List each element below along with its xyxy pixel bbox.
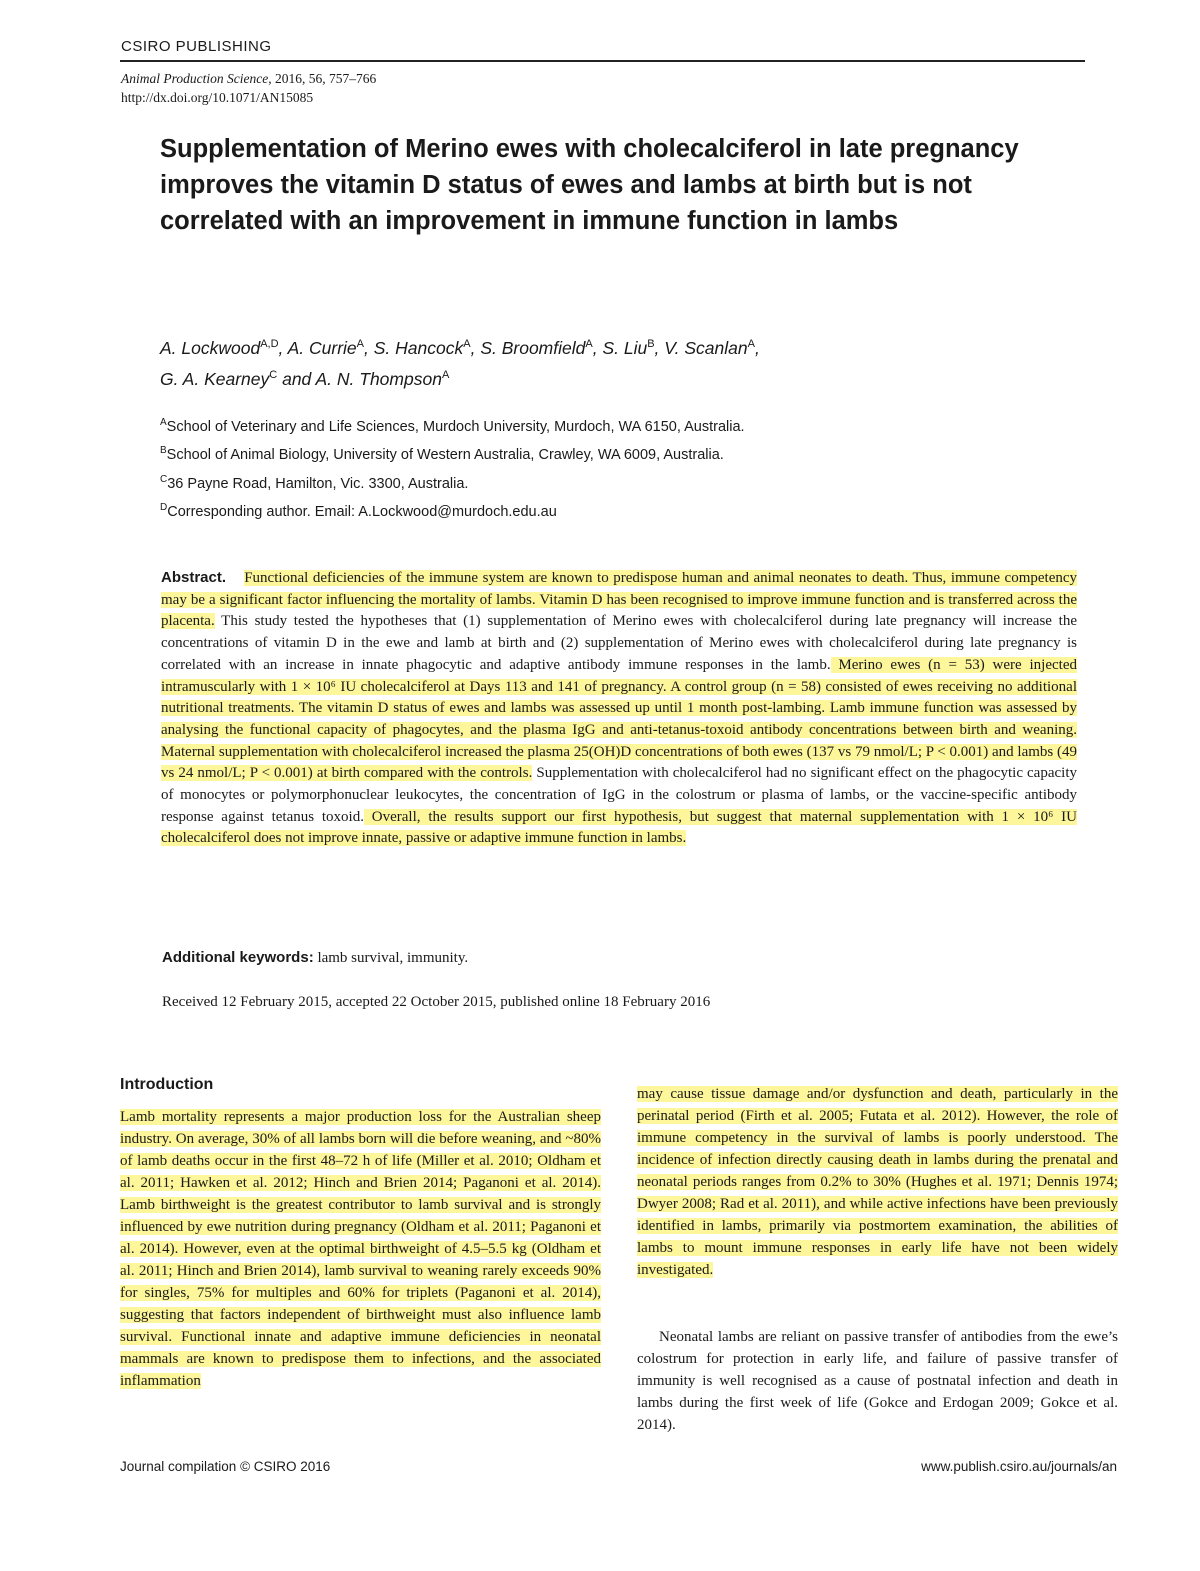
footer-copyright: Journal compilation © CSIRO 2016 <box>120 1459 331 1474</box>
author: S. Broomfield$^A$, <box>480 337 603 358</box>
abstract-text: Supplementation with cholecalciferol had no significant effect on the phagocytic capacity of monocytes or polymorphonuclear leukocytes, the concentration of IgG in the colostrum or plasma of lambs, or the vaccine-specific antibody response against tetanus toxoid. <box>161 765 1077 825</box>
body-column-left <box>120 1106 601 1392</box>
paper-title: Supplementation of Merino ewes with cholecalciferol in late pregnancy improves the vitamin D status of ewes and lambs at birth but is not correlated with an improvement in immune function in lambs <box>160 135 1019 235</box>
highlighted-text: may cause tissue damage and/or dysfunction and death, particularly in the perinatal period (Firth et al. 2005; Futata et al. 2012). However, the role of immune competency in the survival of lambs is poorly understood. The incidence of infection directly causing death in lambs during the prenatal and neonatal periods ranges from 0.2% to 30% (Hughes et al. 1971; Dennis 1974; Dwyer 2008; Rad et al. 2011), and while active infections have been previously identified in lambs, primarily via postmortem examination, the abilities of lambs to mount immune responses in early life have not been widely investigated. <box>637 1086 1118 1278</box>
received-dates: Received 12 February 2015, accepted 22 October 2015, published online 18 February 2016 <box>162 994 711 1010</box>
affiliation: $^B$School of Animal Biology, University of Western Australia, Crawley, WA 6009, Australia. <box>160 445 724 464</box>
author: S. Liu$^B$, <box>602 337 665 358</box>
author: A. Currie$^A$, <box>287 337 374 358</box>
author: A. N. Thompson$^A$ <box>315 368 450 389</box>
abstract <box>161 567 1077 850</box>
highlighted-text: Functional deficiencies of the immune system are known to predispose human and animal neonates to death. Thus, immune competency may be a significant factor influencing the mortality of lambs. Vitamin D has been recognised to improve immune function and is transferred across the placenta. <box>161 570 1078 630</box>
affiliation: $^D$Corresponding author. Email: A.Lockwood@murdoch.edu.au <box>160 501 557 520</box>
keywords-label: Additional keywords: <box>162 949 314 966</box>
keywords <box>162 949 468 967</box>
affiliation: $^C$36 Payne Road, Hamilton, Vic. 3300, Australia. <box>160 473 469 492</box>
author: G. A. Kearney$^C$ and <box>160 368 316 389</box>
publisher-name: CSIRO PUBLISHING <box>121 38 272 55</box>
journal-name: Animal Production Science <box>121 71 269 86</box>
highlighted-text: Merino ewes (n = 53) were injected intramuscularly with 1 × 10⁶ IU cholecalciferol at Days 113 and 141 of pregnancy. A control group (n = 58) consisted of ewes receiving no additional nutritional treatments. The vitamin D status of ewes and lambs was assessed up until 1 month post-lambing. Lamb immune function was assessed by analysing the functional capacity of phagocytes, and the plasma IgG and anti-tetanus-toxoid antibody concentrations between birth and weaning. <box>161 656 1077 738</box>
doi-link[interactable]: http://dx.doi.org/10.1071/AN15085 <box>121 90 314 105</box>
highlighted-text: Overall, the results support our first hypothesis, but suggest that maternal supplementation with 1 × 10⁶ IU cholecalciferol does not improve innate, passive or adaptive immune function in lambs. <box>161 808 1077 847</box>
affiliation-list <box>160 411 745 524</box>
author: A. Lockwood$^{A,D}$, <box>160 337 288 358</box>
section-heading: Introduction <box>120 1076 214 1093</box>
highlighted-text: Maternal supplementation with cholecalciferol increased the plasma 25(OH)D concentrations of both ewes (137 vs 79 nmol/L; P < 0.001) and lambs (49 vs 24 nmol/L; P < 0.001) at birth compared with the controls. <box>161 743 1077 782</box>
keywords-text: lamb survival, immunity. <box>313 950 469 966</box>
body-column-right <box>637 1083 1118 1281</box>
footer-url[interactable]: www.publish.csiro.au/journals/an <box>921 1459 1117 1474</box>
author-list <box>160 331 1060 393</box>
abstract-label: Abstract. <box>161 569 227 586</box>
header-rule <box>120 60 1085 62</box>
affiliation: $^A$School of Veterinary and Life Sciences, Murdoch University, Murdoch, WA 6150, Australia. <box>160 417 745 435</box>
highlighted-text: Lamb mortality represents a major production loss for the Australian sheep industry. On average, 30% of all lambs born will die before weaning, and ~80% of lamb deaths occur in the first 48–72 h of life (Miller et al. 2010; Oldham et al. 2011; Hawken et al. 2012; Hinch and Brien 2014; Paganoni et al. 2014). Lamb birthweight is the greatest contributor to lamb survival and is strongly influenced by ewe nutrition during pregnancy (Oldham et al. 2011; Paganoni et al. 2014). However, even at the optimal birthweight of 4.5–5.5 kg (Oldham et al. 2011; Hinch and Brien 2014), lamb survival to weaning rarely exceeds 90% for singles, 75% for multiples and 60% for triplets (Paganoni et al. 2014), suggesting that factors independent of birthweight must also influence lamb survival. Functional innate and adaptive immune deficiencies in neonatal mammals are known to predispose them to infections, and the associated inflammation <box>120 1109 601 1389</box>
author: S. Hancock$^A$, <box>373 337 481 358</box>
abstract-text: This study tested the hypotheses that (1) supplementation of Merino ewes with cholecalciferol during late pregnancy will increase the concentrations of vitamin D in the ewe and lamb at birth and (2) supplementation of Merino ewes with cholecalciferol during late pregnancy is correlated with an increase in innate phagocytic and adaptive antibody immune responses in the lamb. <box>161 613 1077 673</box>
citation-volume: , 2016, 56, 757–766 <box>268 71 377 86</box>
author: V. Scanlan$^A$, <box>664 337 760 358</box>
body-paragraph: Neonatal lambs are reliant on passive transfer of antibodies from the ewe’s colostrum for protection in early life, and failure of passive transfer of immunity is well recognised as a cause of postnatal infection and death in lambs during the first week of life (Gokce and Erdogan 2009; Gokce et al. 2014). <box>637 1329 1118 1433</box>
citation-block <box>121 69 376 107</box>
